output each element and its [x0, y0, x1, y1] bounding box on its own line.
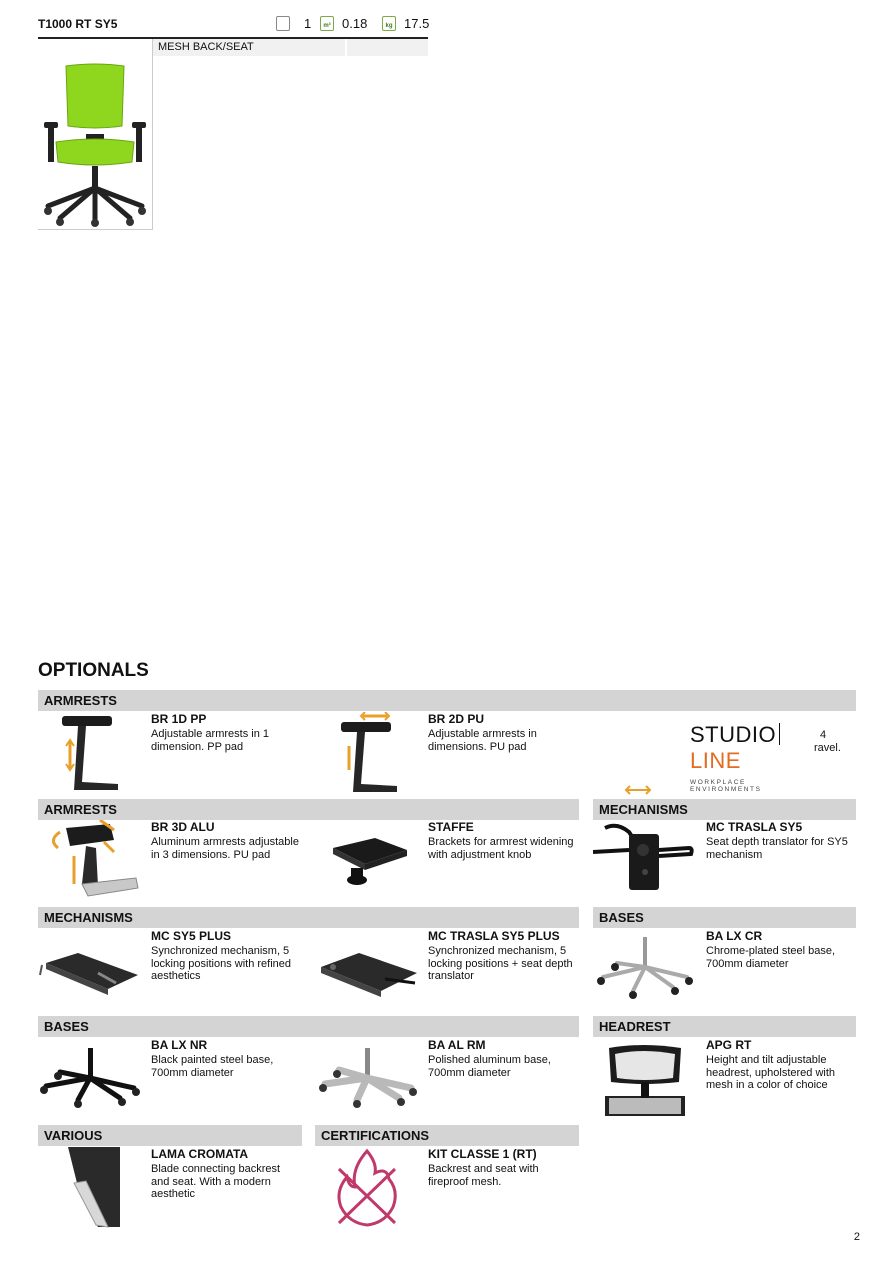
group-mechanisms-1: MECHANISMS	[593, 799, 856, 820]
weight-icon: kg	[382, 16, 396, 31]
option-br-3d-alu	[38, 820, 308, 908]
option-desc: Backrest and seat with fireproof mesh.	[428, 1163, 539, 1188]
option-name: BR 2D PU	[428, 712, 485, 726]
option-desc: Adjustable armrests in 1 dimension. PP pad	[151, 728, 269, 753]
option-staffe	[315, 820, 585, 908]
partial-text: 4	[820, 729, 827, 741]
packages-stat	[276, 16, 311, 31]
black-base-image	[38, 1038, 146, 1124]
box-icon	[276, 16, 290, 31]
option-ba-lx-cr	[593, 929, 863, 1017]
group-headrest: HEADREST	[593, 1016, 856, 1037]
upholstery-label: MESH BACK/SEAT	[153, 39, 345, 56]
option-mc-trasla-sy5-plus	[315, 929, 585, 1017]
headrest-image	[593, 1038, 701, 1124]
upholstery-empty-cell	[347, 39, 428, 56]
logo-studio: STUDIO	[690, 722, 777, 747]
option-kit-classe-1	[315, 1147, 585, 1235]
armrest-3d-image	[38, 820, 146, 906]
option-desc: Height and tilt adjustable headrest, upholstered with mesh in a color of choice	[706, 1054, 836, 1091]
option-name: KIT CLASSE 1 (RT)	[428, 1147, 537, 1161]
option-desc: Adjustable armrests in dimensions. PU pad	[428, 728, 537, 753]
option-desc: Black painted steel base, 700mm diameter	[151, 1054, 274, 1079]
page-number: 2	[853, 1231, 860, 1243]
option-name: BA AL RM	[428, 1038, 486, 1052]
armrest-1d-image	[38, 712, 146, 798]
model-code: T1000 RT SY5	[38, 17, 118, 31]
armrest-2d-image	[315, 712, 423, 798]
option-desc: Blade connecting backrest and seat. With a modern aesthetic	[151, 1163, 281, 1200]
volume-stat	[320, 16, 367, 31]
option-name: BA LX CR	[706, 929, 763, 943]
packages-value: 1	[304, 16, 312, 31]
group-mechanisms-2: MECHANISMS	[38, 907, 579, 928]
aluminum-base-image	[315, 1038, 423, 1124]
logo-tagline: WORKPLACE ENVIRONMENTS	[690, 779, 762, 793]
bracket-image	[315, 820, 423, 906]
option-desc: Polished aluminum base, 700mm diameter	[428, 1054, 551, 1079]
group-armrests-2: ARMRESTS	[38, 799, 579, 820]
option-desc: Aluminum armrests adjustable in 3 dimensions. PU pad	[151, 836, 299, 861]
option-name: MC TRASLA SY5 PLUS	[428, 929, 560, 943]
mechanism-trasla-image	[593, 820, 701, 906]
mechanism-trasla-plus-image	[315, 929, 423, 1015]
option-br-1d-pp	[38, 712, 308, 800]
option-desc: Chrome-plated steel base, 700mm diameter	[706, 945, 836, 970]
option-name: MC TRASLA SY5	[706, 820, 803, 834]
option-ba-al-rm	[315, 1038, 585, 1126]
volume-icon: m³	[320, 16, 334, 31]
partial-text: ravel.	[814, 742, 841, 754]
group-armrests-1: ARMRESTS	[38, 690, 856, 711]
option-desc: Brackets for armrest widening with adjustment knob	[428, 836, 574, 861]
option-name: LAMA CROMATA	[151, 1147, 249, 1161]
group-bases-2: BASES	[38, 1016, 579, 1037]
option-name: BR 1D PP	[151, 712, 207, 726]
studioline-logo	[690, 722, 820, 793]
option-name: MC SY5 PLUS	[151, 929, 232, 943]
weight-value: 17.5	[404, 16, 430, 31]
fireproof-icon	[315, 1147, 423, 1233]
option-desc: Seat depth translator for SY5 mechanism	[706, 836, 848, 861]
chrome-base-image	[593, 929, 701, 1015]
table-divider-bottom	[38, 229, 153, 230]
volume-value: 0.18	[342, 16, 368, 31]
group-certifications: CERTIFICATIONS	[315, 1125, 579, 1146]
option-name: BR 3D ALU	[151, 820, 215, 834]
blade-image	[38, 1147, 146, 1233]
option-name: STAFFE	[428, 820, 474, 834]
option-apg-rt	[593, 1038, 863, 1126]
option-desc: Synchronized mechanism, 5 locking positions with refined aesthetics	[151, 945, 292, 982]
arrow-icon	[622, 784, 654, 796]
option-mc-trasla-sy5	[593, 820, 863, 908]
logo-line: LINE	[690, 748, 741, 773]
table-divider	[152, 39, 153, 230]
option-name: APG RT	[706, 1038, 752, 1052]
optionals-title: OPTIONALS	[38, 660, 149, 681]
group-bases-1: BASES	[593, 907, 856, 928]
mechanism-plus-image	[38, 929, 146, 1015]
weight-stat	[382, 16, 429, 31]
group-various: VARIOUS	[38, 1125, 302, 1146]
main-chair-image	[40, 58, 150, 228]
option-lama-cromata	[38, 1147, 308, 1235]
option-br-2d-pu	[315, 712, 585, 800]
option-name: BA LX NR	[151, 1038, 208, 1052]
option-desc: Synchronized mechanism, 5 locking positions + seat depth translator	[428, 945, 573, 982]
option-ba-lx-nr	[38, 1038, 308, 1126]
option-mc-sy5-plus	[38, 929, 308, 1017]
